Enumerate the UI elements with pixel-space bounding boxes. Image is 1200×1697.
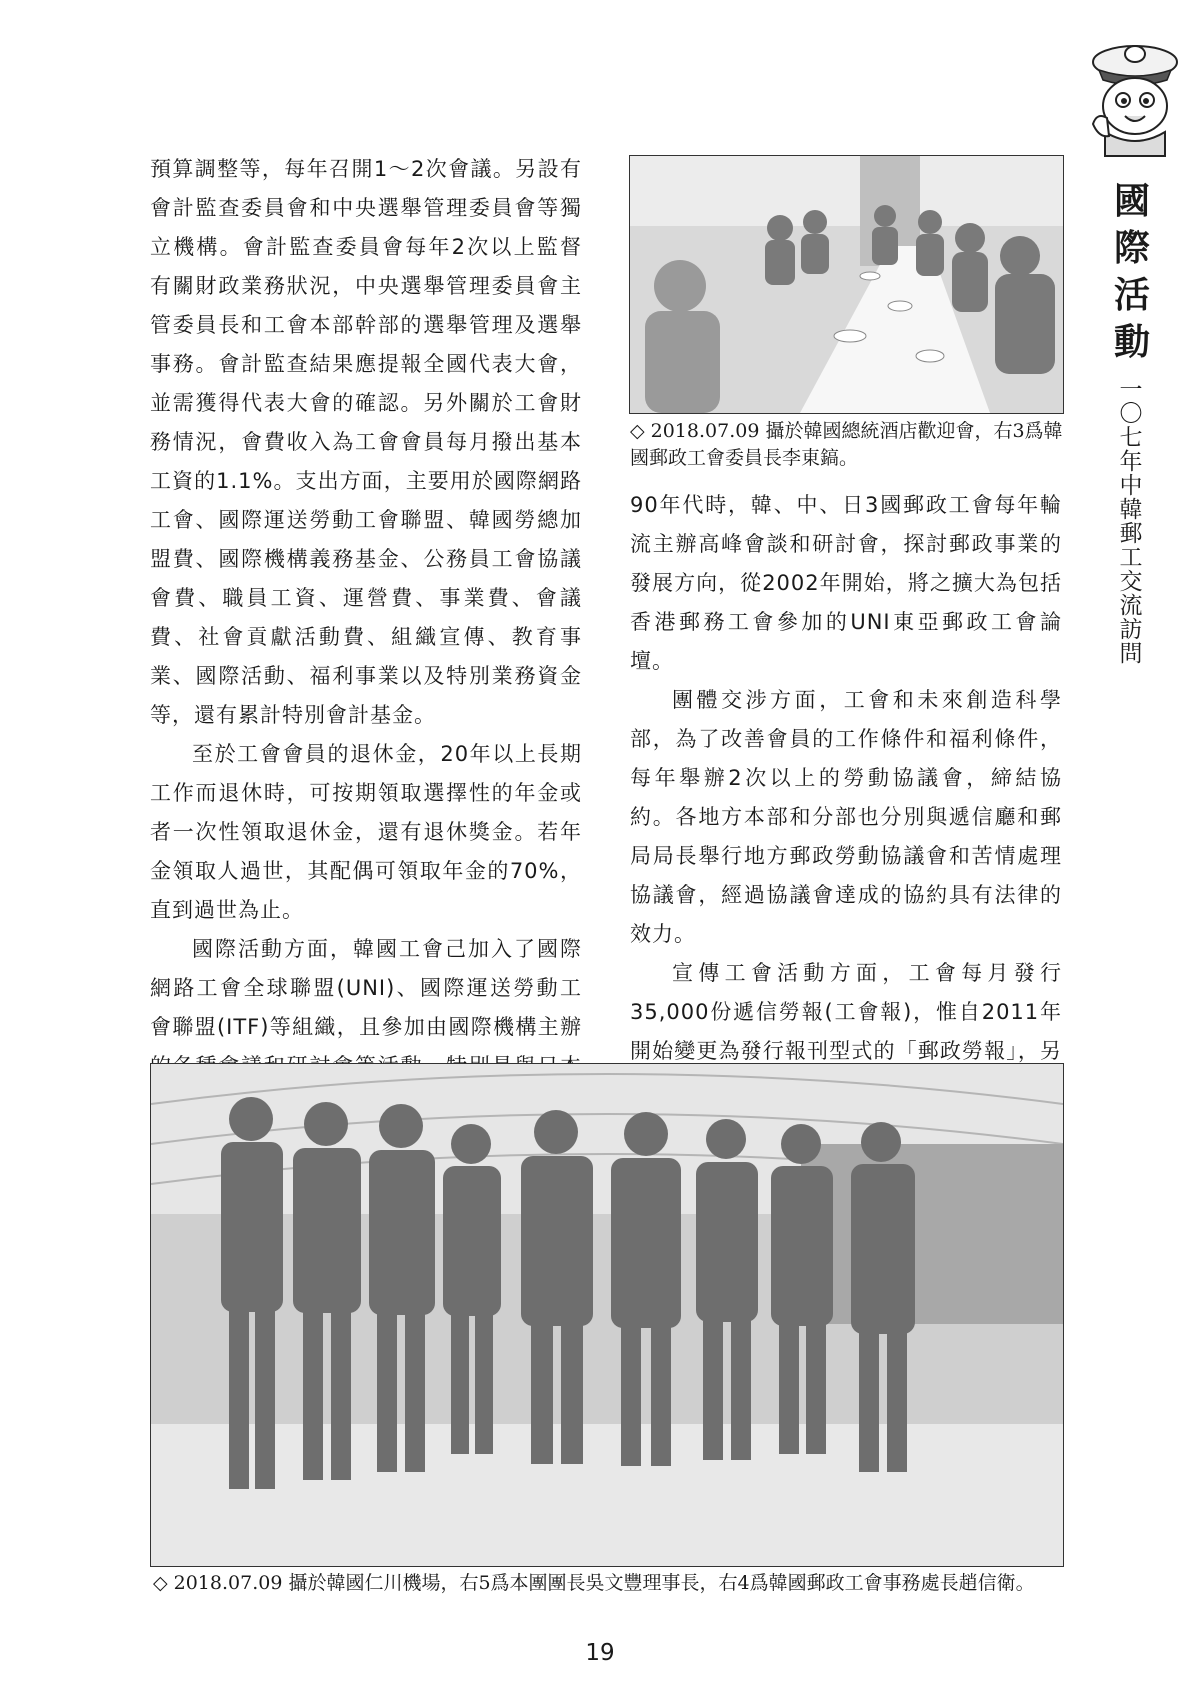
caption-bottom-text: 2018.07.09 攝於韓國仁川機場，右5爲本團團長吳文豐理事長，右4爲韓國郵政工會事務處長趙信衛。 xyxy=(173,1572,1035,1594)
right-paragraph-2: 團體交涉方面，工會和未來創造科學部，為了改善會員的工作條件和福利條件，每年舉辦2次以上的勞動協議會，締結協約。各地方本部和分部也分別與遞信廳和郵局局長舉行地方郵政勞動協議會和苦情處理協議會，經過協議會達成的協約具有法律的效力。 xyxy=(630,688,1062,946)
left-text-column xyxy=(150,150,582,1164)
page-number: 19 xyxy=(585,1640,615,1666)
airport-group-photo xyxy=(150,1063,1064,1567)
caption-top-text: 2018.07.09 攝於韓國總統酒店歡迎會，右3爲韓國郵政工會委員長李東鎬。 xyxy=(630,420,1063,469)
right-paragraph-1: 90年代時，韓、中、日3國郵政工會每年輪流主辦高峰會談和研討會，探討郵政事業的發展方向，從2002年開始，將之擴大為包括香港郵務工會參加的UNI東亞郵政工會論壇。 xyxy=(630,493,1062,673)
left-paragraph-3: 國際活動方面，韓國工會己加入了國際網路工會全球聯盟(UNI)、國際運送勞動工會聯盟(ITF)等組織，且參加由國際機構主辦 xyxy=(150,937,582,1039)
airport-photo-caption xyxy=(153,1570,1068,1597)
caption-marker-icon: ◇ xyxy=(630,420,645,442)
left-paragraph-2: 至於工會會員的退休金，20年以上長期工作而退休時，可按期領取選擇性的年金或者一次性領取退休金，還有退休獎金。若年金領取人過世，其配偶可領取年金的70%，直到過世為止。 xyxy=(150,742,582,922)
banquet-photo-caption xyxy=(630,418,1070,472)
caption-marker-icon: ◇ xyxy=(153,1572,168,1594)
banquet-photo xyxy=(629,155,1064,414)
right-paragraph-3: 宣傳工會活動方面，工會每月發行35,000份遞信勞報(工會報)，惟自2011年開始變更為發行報刊型式的「郵政勞報」，另 xyxy=(630,961,1062,1063)
section-title-vertical: 國際活動 xyxy=(1113,180,1150,363)
postal-mascot-logo xyxy=(1085,40,1185,158)
left-paragraph-1: 預算調整等，每年召開1～2次會議。另設有會計監查委員會和中央選舉管理委員會等獨立機構。會計監查委員會每年2次以上監督有關財政業務狀況，中央選舉管理委員會主管委員長和工會本部幹部的選舉管理及選舉事務。會計監查結果應提報全國代表大會，並需獲得代表大會的確認。另外關於工會財務情況，會費收入為工會會員每月撥出基本工資的1.1%。支出方面，主要用於國際網路工會、國際運送勞動工會聯盟、韓國勞總加盟費、國際機構義務基金、公務員工會協議會費、職員工資、運營費、事業費、會議費、社會貢獻活動費、組織宣傳、教育事業、國際活動、福利事業以及特別業務資金等，還有累計特別會計基金。 xyxy=(150,157,582,727)
section-subtitle-vertical: 一〇七年中韓郵工交流訪問 xyxy=(1119,377,1143,667)
